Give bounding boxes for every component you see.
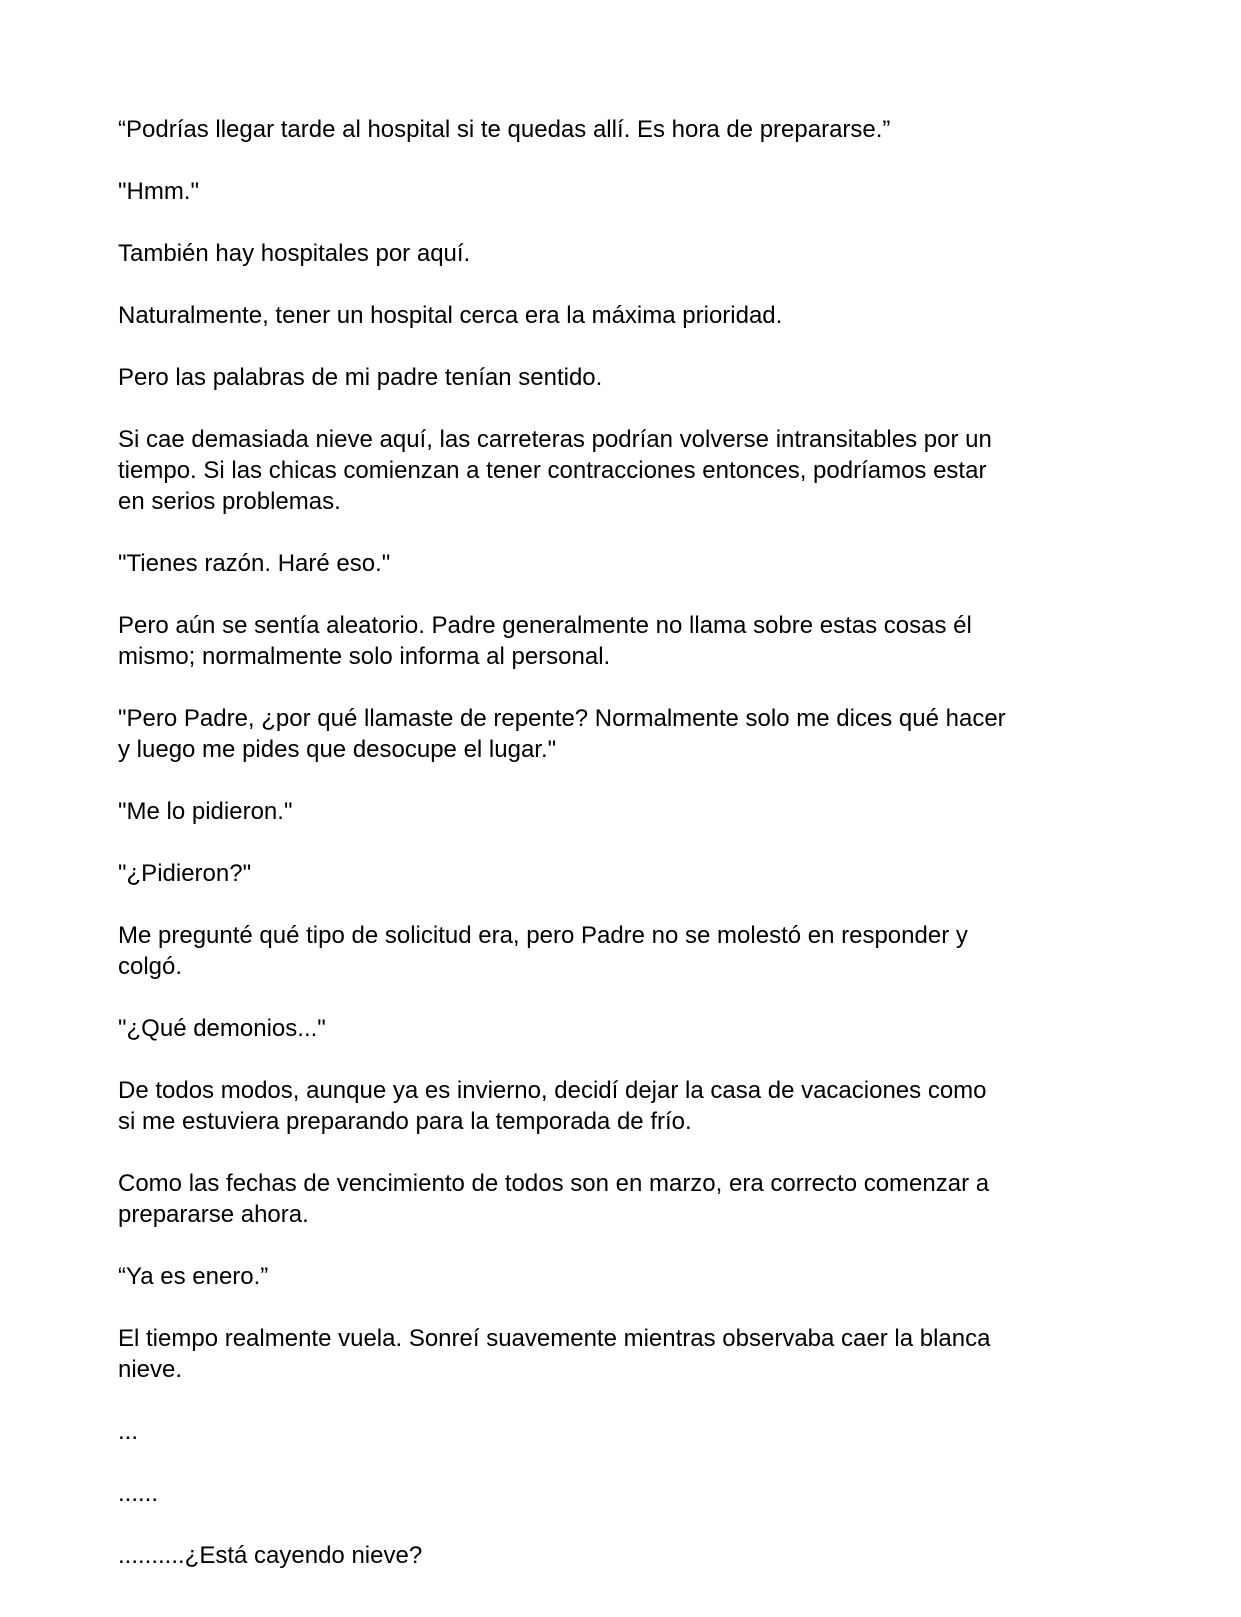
paragraph	[118, 238, 1128, 269]
text-line: y luego me pides que desocupe el lugar."	[118, 736, 557, 763]
text-line: mismo; normalmente solo informa al personal.	[118, 643, 611, 670]
paragraph	[118, 1540, 1128, 1571]
text-line: colgó.	[118, 953, 183, 980]
paragraph	[118, 1168, 1128, 1230]
paragraph	[118, 1478, 1128, 1509]
paragraph	[118, 300, 1128, 331]
text-line: Si cae demasiada nieve aquí, las carreteras podrían volverse intransitables por un	[118, 426, 992, 453]
paragraph	[118, 114, 1128, 145]
text-line: De todos modos, aunque ya es invierno, decidí dejar la casa de vacaciones como	[118, 1077, 987, 1104]
paragraph	[118, 176, 1128, 207]
paragraph	[118, 858, 1128, 889]
paragraph	[118, 548, 1128, 579]
text-line: ......	[118, 1480, 159, 1507]
paragraph	[118, 1416, 1128, 1447]
text-line: Pero aún se sentía aleatorio. Padre generalmente no llama sobre estas cosas él	[118, 612, 972, 639]
text-line: nieve.	[118, 1356, 183, 1383]
text-line: También hay hospitales por aquí.	[118, 240, 471, 267]
document-body	[118, 114, 1128, 1602]
text-line: Como las fechas de vencimiento de todos son en marzo, era correcto comenzar a	[118, 1170, 990, 1197]
text-line: El tiempo realmente vuela. Sonreí suavemente mientras observaba caer la blanca	[118, 1325, 991, 1352]
text-line: "Tienes razón. Haré eso."	[118, 550, 391, 577]
text-line: "¿Pidieron?"	[118, 860, 252, 887]
paragraph	[118, 424, 1128, 517]
text-line: tiempo. Si las chicas comienzan a tener contracciones entonces, podríamos estar	[118, 457, 987, 484]
text-line: Pero las palabras de mi padre tenían sentido.	[118, 364, 603, 391]
text-line: “Ya es enero.”	[118, 1263, 269, 1290]
text-line: "¿Qué demonios..."	[118, 1015, 326, 1042]
paragraph	[118, 362, 1128, 393]
text-line: prepararse ahora.	[118, 1201, 309, 1228]
text-line: ...	[118, 1418, 139, 1445]
paragraph	[118, 796, 1128, 827]
text-line: ..........¿Está cayendo nieve?	[118, 1542, 423, 1569]
paragraph	[118, 1261, 1128, 1292]
paragraph	[118, 1323, 1128, 1385]
text-line: si me estuviera preparando para la temporada de frío.	[118, 1108, 692, 1135]
text-line: en serios problemas.	[118, 488, 341, 515]
paragraph	[118, 920, 1128, 982]
text-line: "Pero Padre, ¿por qué llamaste de repente? Normalmente solo me dices qué hacer	[118, 705, 1006, 732]
paragraph	[118, 1075, 1128, 1137]
text-line: Naturalmente, tener un hospital cerca era la máxima prioridad.	[118, 302, 783, 329]
paragraph	[118, 1013, 1128, 1044]
text-line: “Podrías llegar tarde al hospital si te quedas allí. Es hora de prepararse.”	[118, 116, 891, 143]
paragraph	[118, 610, 1128, 672]
text-line: Me pregunté qué tipo de solicitud era, pero Padre no se molestó en responder y	[118, 922, 968, 949]
paragraph	[118, 703, 1128, 765]
text-line: "Me lo pidieron."	[118, 798, 293, 825]
text-line: "Hmm."	[118, 178, 200, 205]
